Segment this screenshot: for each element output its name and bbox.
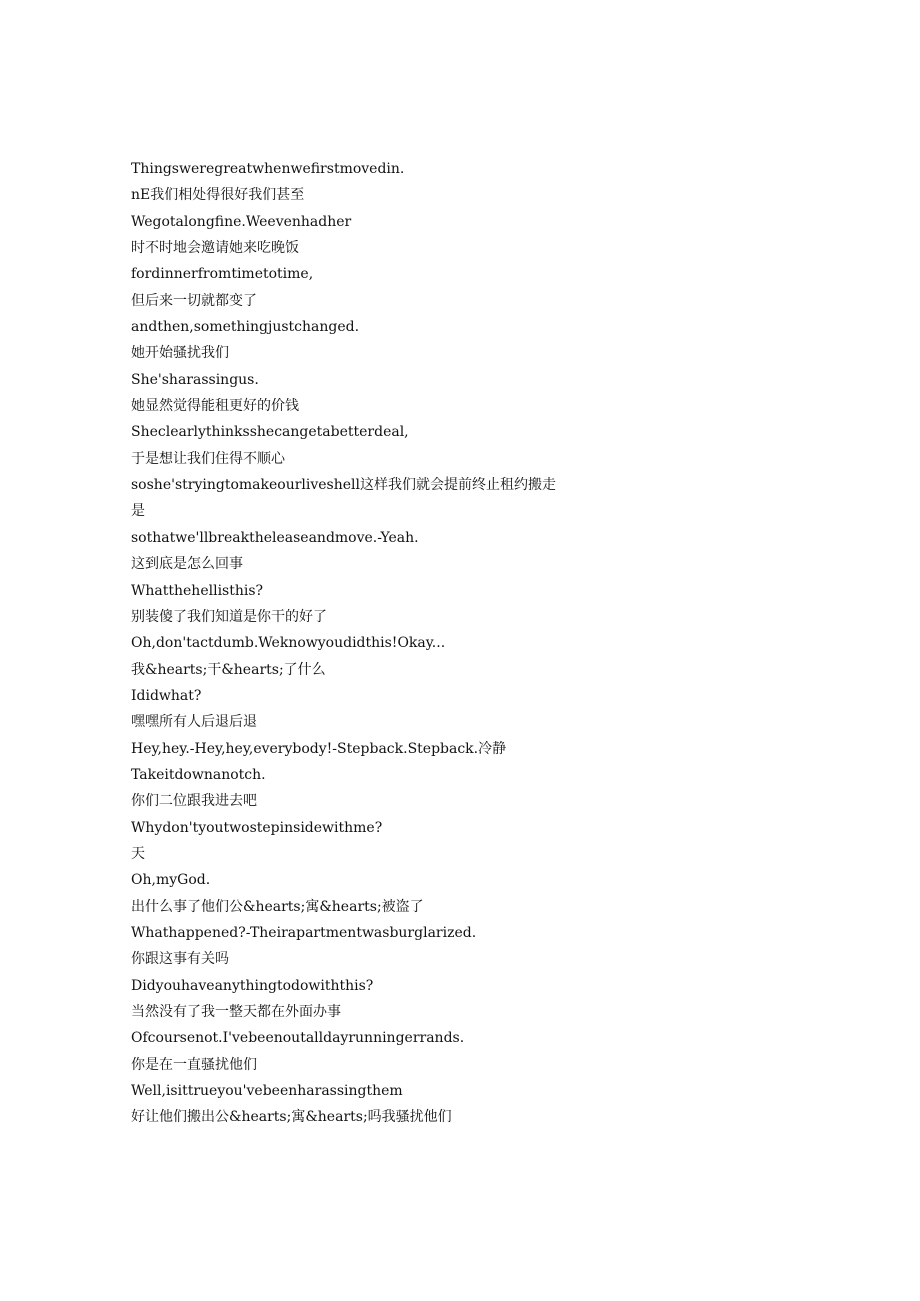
transcript-line: Oh,myGod. (131, 872, 211, 889)
transcript-line: 是 (131, 503, 145, 520)
transcript-line: Whatthehellisthis? (131, 582, 264, 599)
transcript-line: 天 (131, 845, 145, 862)
transcript-line: 但后来一切就都变了 (131, 292, 257, 309)
transcript-line: Wegotalongfine.Weevenhadher (131, 213, 352, 230)
transcript-line: sothatwe'llbreaktheleaseandmove.-Yeah. (131, 529, 419, 546)
transcript-line: andthen,somethingjustchanged. (131, 319, 360, 336)
transcript-line: soshe'stryingtomakeourliveshell这样我们就会提前终止租约搬走 (131, 477, 556, 494)
transcript-line: 好让他们搬出公&hearts;寓&hearts;吗我骚扰他们 (131, 1109, 452, 1126)
transcript-line: Thingsweregreatwhenwefirstmovedin. (131, 161, 405, 177)
transcript-line: 时不时地会邀请她来吃晚饭 (131, 240, 299, 257)
transcript-line: nE我们相处得很好我们甚至 (131, 187, 305, 204)
transcript-line: 当然没有了我一整天都在外面办事 (131, 1004, 341, 1020)
transcript-line: She'sharassingus. (131, 371, 259, 388)
transcript-line: 这到底是怎么回事 (131, 556, 243, 573)
transcript-line: Ofcoursenot.I'vebeenoutalldayrunningerrands. (131, 1030, 465, 1047)
transcript-line: Didyouhaveanythingtodowiththis? (131, 977, 374, 994)
transcript-line: 她开始骚扰我们 (131, 345, 229, 362)
transcript-line: 出什么事了他们公&hearts;寓&hearts;被盗了 (131, 898, 424, 915)
transcript-line: Whathappened?-Theirapartmentwasburglarized. (131, 924, 477, 941)
transcript-line: 我&hearts;干&hearts;了什么 (131, 661, 326, 678)
transcript-line: 你跟这事有关吗 (131, 951, 229, 968)
transcript-line: Hey,hey.-Hey,hey,everybody!-Stepback.Stepback.冷静 (131, 740, 507, 757)
transcript-line: Well,isittrueyou'vebeenharassingthem (131, 1083, 403, 1100)
transcript-line: 你们二位跟我进去吧 (131, 793, 257, 810)
transcript-line: 别装傻了我们知道是你干的好了 (131, 608, 327, 625)
transcript-line: 她显然觉得能租更好的价钱 (131, 398, 299, 415)
transcript-lines (131, 156, 771, 1131)
transcript-line: fordinnerfromtimetotime, (131, 266, 314, 283)
transcript-line: 你是在一直骚扰他们 (131, 1056, 257, 1073)
transcript-line: Whydon'tyoutwostepinsidewithme? (131, 819, 383, 836)
transcript-line: Oh,don'tactdumb.Weknowyoudidthis!Okay... (131, 635, 446, 652)
transcript-line: Sheclearlythinksshecangetabetterdeal, (131, 424, 409, 441)
transcript-line: Ididwhat? (131, 687, 202, 704)
transcript-line: Takeitdownanotch. (131, 766, 266, 783)
transcript-line: 嘿嘿所有人后退后退 (131, 714, 257, 731)
transcript-line: 于是想让我们住得不顺心 (131, 450, 285, 467)
